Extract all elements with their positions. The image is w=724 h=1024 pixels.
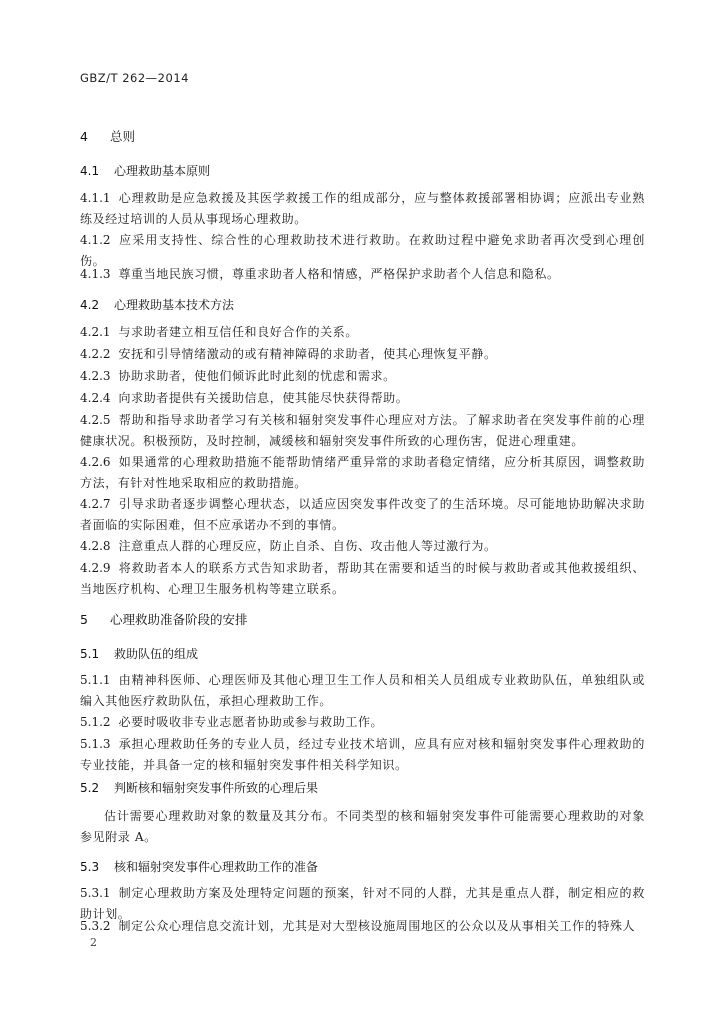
clause-number: 5.3.1 [80,886,111,900]
clause-5-3-2 [80,916,645,937]
clause-text: 引导求助者逐步调整心理状态，以适应因突发事件改变了的生活环境。尽可能地协助解决求助者面临的实际困难，但不应承诺办不到的事情。 [80,497,645,532]
section-title: 判断核和辐射突发事件所致的心理后果 [114,781,319,795]
clause-text: 注意重点人群的心理反应，防止自杀、自伤、攻击他人等过激行为。 [118,539,497,553]
clause-text: 协助求助者，使他们倾诉此时此刻的忧虑和需求。 [118,369,396,383]
clause-text: 向求助者提供有关援助信息，使其能尽快获得帮助。 [118,391,409,405]
section-4-heading [80,127,135,145]
clause-4-1-3 [80,264,645,285]
clause-number: 4.2.8 [80,539,111,553]
clause-number: 5.1.2 [80,715,111,729]
section-5-3-heading [80,858,318,875]
clause-number: 4.2.5 [80,413,111,427]
clause-4-2-1 [80,322,645,343]
clause-4-2-5 [80,410,645,452]
clause-4-2-9 [80,558,645,600]
clause-number: 5.1.1 [80,673,111,687]
section-number: 4.2 [80,298,100,312]
section-5-2-heading [80,779,318,796]
section-title: 心理救助基本原则 [114,164,211,178]
clause-number: 4.2.6 [80,455,111,469]
clause-text: 承担心理救助任务的专业人员，经过专业技术培训，应具有应对核和辐射突发事件心理救助的专业技能，并具备一定的核和辐射突发事件相关科学知识。 [80,737,645,772]
clause-text: 制定公众心理信息交流计划，尤其是对大型核设施周围地区的公众以及从事相关工作的特殊人 [118,919,636,933]
clause-text: 安抚和引导情绪激动的或有精神障碍的求助者，使其心理恢复平静。 [118,347,497,361]
clause-text: 应采用支持性、综合性的心理救助技术进行救助。在救助过程中避免求助者再次受到心理创伤。 [80,233,645,268]
clause-4-2-8 [80,536,645,557]
section-4-2-heading [80,296,234,313]
clause-number: 5.1.3 [80,737,111,751]
standard-code: GBZ/T 262—2014 [80,71,189,85]
section-title: 心理救助准备阶段的安排 [110,612,248,627]
clause-4-2-7 [80,494,645,536]
clause-text: 心理救助是应急救援及其医学救援工作的组成部分，应与整体救援部署相协调；应派出专业熟练及经过培训的人员从事现场心理救助。 [80,191,645,226]
clause-5-1-3 [80,734,645,776]
clause-number: 4.2.1 [80,325,111,339]
clause-text: 如果通常的心理救助措施不能帮助情绪严重异常的求助者稳定情绪，应分析其原因，调整救助方法，有针对性地采取相应的救助措施。 [80,455,645,490]
clause-number: 5.3.2 [80,919,111,933]
clause-text: 制定心理救助方案及处理特定问题的预案，针对不同的人群，尤其是重点人群，制定相应的救助计划。 [80,886,645,921]
section-number: 5.2 [80,781,100,795]
section-number: 5 [80,612,88,627]
clause-number: 4.1.1 [80,191,111,205]
section-title: 心理救助基本技术方法 [114,298,235,312]
page-number: 2 [90,936,97,949]
clause-text: 帮助和指导求助者学习有关核和辐射突发事件心理应对方法。了解求助者在突发事件前的心理健康状况。积极预防，及时控制，减缓核和辐射突发事件所致的心理伤害，促进心理重建。 [80,413,645,448]
clause-number: 4.2.2 [80,347,111,361]
clause-number: 4.1.3 [80,267,111,281]
clause-4-2-6 [80,452,645,494]
section-number: 4 [80,129,88,144]
section-title: 核和辐射突发事件心理救助工作的准备 [114,860,319,874]
clause-text: 由精神科医师、心理医师及其他心理卫生工作人员和相关人员组成专业救助队伍，单独组队或编入其他医疗救助队伍，承担心理救助工作。 [80,673,645,708]
clause-number: 4.2.9 [80,561,111,575]
section-4-1-heading [80,162,210,179]
clause-4-1-1 [80,188,645,230]
clause-number: 4.2.4 [80,391,111,405]
section-number: 5.3 [80,860,100,874]
clause-text: 尊重当地民族习惯，尊重求助者人格和情感，严格保护求助者个人信息和隐私。 [118,267,560,281]
clause-4-2-3 [80,366,645,387]
clause-number: 4.2.7 [80,497,111,511]
clause-4-2-2 [80,344,645,365]
section-5-2-paragraph: 估计需要心理救助对象的数量及其分布。不同类型的核和辐射突发事件可能需要心理救助的对象参见附录 A。 [80,809,645,844]
clause-text: 将救助者本人的联系方式告知求助者，帮助其在需要和适当的时候与救助者或其他救援组织、当地医疗机构、心理卫生服务机构等建立联系。 [80,561,645,596]
section-title: 总则 [110,129,136,144]
section-number: 4.1 [80,164,100,178]
clause-5-1-2 [80,712,645,733]
clause-text: 与求助者建立相互信任和良好合作的关系。 [118,325,358,339]
clause-number: 4.2.3 [80,369,111,383]
clause-5-1-1 [80,670,645,712]
clause-4-2-4 [80,388,645,409]
section-title: 救助队伍的组成 [114,647,199,661]
clause-number: 4.1.2 [80,233,111,247]
section-number: 5.1 [80,647,100,661]
section-5-1-heading [80,645,198,662]
section-5-heading [80,610,248,628]
clause-text: 必要时吸收非专业志愿者协助或参与救助工作。 [118,715,384,729]
